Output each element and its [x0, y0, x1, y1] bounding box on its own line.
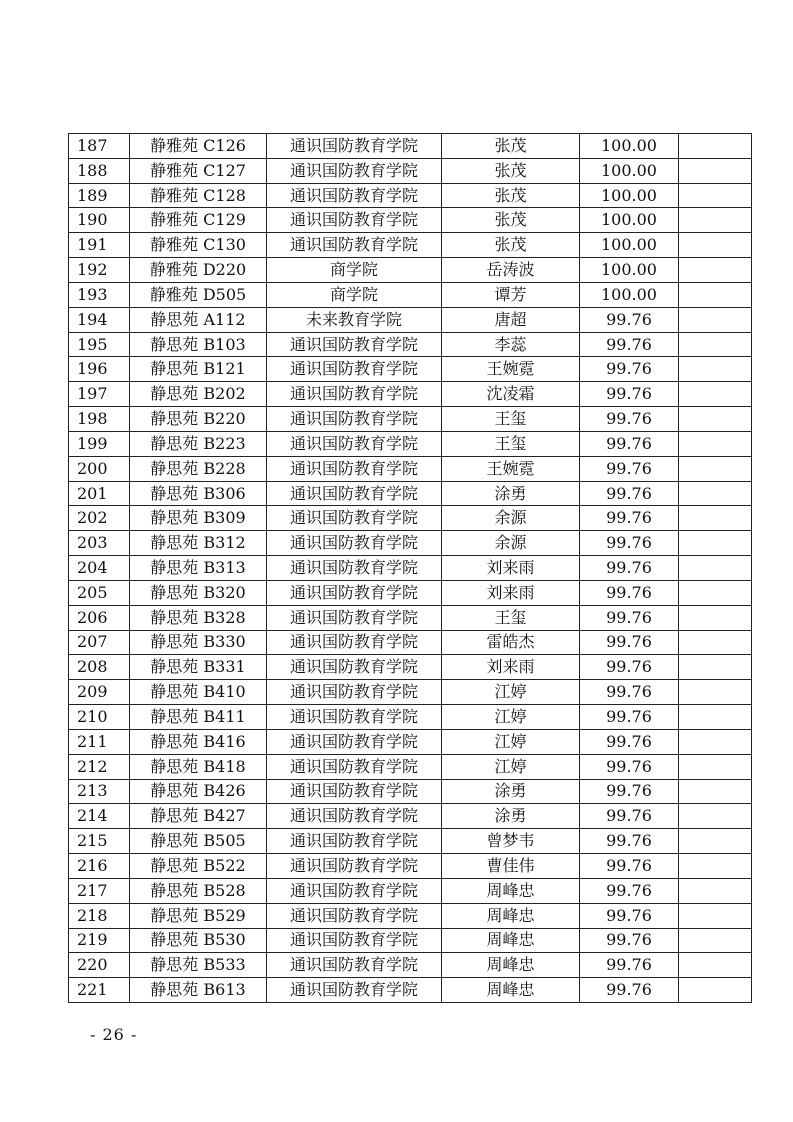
room-cell: 静思苑 B312: [130, 531, 267, 556]
score-cell: 99.76: [580, 407, 679, 432]
table-row: [69, 183, 752, 208]
room-cell: 静思苑 B522: [130, 854, 267, 879]
row-number-cell: 190: [69, 208, 130, 233]
room-cell: 静雅苑 C126: [130, 134, 267, 159]
note-cell: [679, 282, 752, 307]
row-number-cell: 204: [69, 556, 130, 581]
table-row: [69, 531, 752, 556]
score-cell: 99.76: [580, 903, 679, 928]
score-cell: 99.76: [580, 754, 679, 779]
table-row: [69, 754, 752, 779]
table-row: [69, 829, 752, 854]
note-cell: [679, 481, 752, 506]
room-cell: 静雅苑 C129: [130, 208, 267, 233]
person-cell: 张茂: [442, 208, 580, 233]
person-cell: 涂勇: [442, 481, 580, 506]
room-cell: 静思苑 B411: [130, 705, 267, 730]
college-cell: 通识国防教育学院: [267, 456, 442, 481]
person-cell: 江婷: [442, 754, 580, 779]
note-cell: [679, 531, 752, 556]
person-cell: 涂勇: [442, 779, 580, 804]
row-number-cell: 201: [69, 481, 130, 506]
score-cell: 100.00: [580, 183, 679, 208]
room-cell: 静思苑 B306: [130, 481, 267, 506]
college-cell: 通识国防教育学院: [267, 407, 442, 432]
note-cell: [679, 407, 752, 432]
person-cell: 周峰忠: [442, 978, 580, 1003]
row-number-cell: 219: [69, 928, 130, 953]
person-cell: 周峰忠: [442, 953, 580, 978]
score-cell: 99.76: [580, 804, 679, 829]
note-cell: [679, 183, 752, 208]
person-cell: 江婷: [442, 705, 580, 730]
room-cell: 静思苑 B330: [130, 630, 267, 655]
score-cell: 100.00: [580, 282, 679, 307]
row-number-cell: 213: [69, 779, 130, 804]
table-row: [69, 804, 752, 829]
row-number-cell: 217: [69, 878, 130, 903]
score-cell: 99.76: [580, 307, 679, 332]
score-cell: 99.76: [580, 506, 679, 531]
room-cell: 静思苑 B426: [130, 779, 267, 804]
person-cell: 王玺: [442, 605, 580, 630]
person-cell: 刘来雨: [442, 580, 580, 605]
note-cell: [679, 953, 752, 978]
room-cell: 静思苑 B313: [130, 556, 267, 581]
note-cell: [679, 258, 752, 283]
room-cell: 静雅苑 D220: [130, 258, 267, 283]
table-row: [69, 332, 752, 357]
college-cell: 通识国防教育学院: [267, 680, 442, 705]
page-number: - 26 -: [90, 1025, 138, 1044]
person-cell: 王婉霓: [442, 456, 580, 481]
note-cell: [679, 158, 752, 183]
person-cell: 周峰忠: [442, 878, 580, 903]
person-cell: 曾梦韦: [442, 829, 580, 854]
room-cell: 静思苑 B121: [130, 357, 267, 382]
college-cell: 通识国防教育学院: [267, 431, 442, 456]
row-number-cell: 197: [69, 382, 130, 407]
note-cell: [679, 779, 752, 804]
table-body: [69, 134, 752, 1003]
person-cell: 岳涛波: [442, 258, 580, 283]
person-cell: 雷皓杰: [442, 630, 580, 655]
room-cell: 静思苑 B427: [130, 804, 267, 829]
note-cell: [679, 705, 752, 730]
score-cell: 99.76: [580, 332, 679, 357]
room-cell: 静思苑 A112: [130, 307, 267, 332]
note-cell: [679, 134, 752, 159]
note-cell: [679, 804, 752, 829]
college-cell: 通识国防教育学院: [267, 158, 442, 183]
person-cell: 张茂: [442, 183, 580, 208]
college-cell: 通识国防教育学院: [267, 953, 442, 978]
score-cell: 99.76: [580, 481, 679, 506]
row-number-cell: 218: [69, 903, 130, 928]
room-cell: 静雅苑 C128: [130, 183, 267, 208]
college-cell: 未来教育学院: [267, 307, 442, 332]
row-number-cell: 211: [69, 729, 130, 754]
college-cell: 通识国防教育学院: [267, 382, 442, 407]
score-cell: 99.76: [580, 556, 679, 581]
row-number-cell: 188: [69, 158, 130, 183]
college-cell: 通识国防教育学院: [267, 605, 442, 630]
row-number-cell: 221: [69, 978, 130, 1003]
person-cell: 余源: [442, 531, 580, 556]
college-cell: 商学院: [267, 282, 442, 307]
table-row: [69, 779, 752, 804]
college-cell: 通识国防教育学院: [267, 779, 442, 804]
row-number-cell: 189: [69, 183, 130, 208]
score-cell: 99.76: [580, 357, 679, 382]
room-cell: 静思苑 B410: [130, 680, 267, 705]
table-row: [69, 878, 752, 903]
person-cell: 江婷: [442, 729, 580, 754]
row-number-cell: 215: [69, 829, 130, 854]
score-cell: 99.76: [580, 605, 679, 630]
row-number-cell: 207: [69, 630, 130, 655]
college-cell: 通识国防教育学院: [267, 829, 442, 854]
score-cell: 100.00: [580, 258, 679, 283]
room-cell: 静思苑 B202: [130, 382, 267, 407]
person-cell: 余源: [442, 506, 580, 531]
college-cell: 通识国防教育学院: [267, 481, 442, 506]
room-cell: 静思苑 B309: [130, 506, 267, 531]
score-cell: 99.76: [580, 382, 679, 407]
table-row: [69, 729, 752, 754]
college-cell: 通识国防教育学院: [267, 754, 442, 779]
college-cell: 通识国防教育学院: [267, 208, 442, 233]
college-cell: 通识国防教育学院: [267, 928, 442, 953]
person-cell: 周峰忠: [442, 928, 580, 953]
table-row: [69, 953, 752, 978]
college-cell: 通识国防教育学院: [267, 978, 442, 1003]
note-cell: [679, 854, 752, 879]
score-cell: 99.76: [580, 580, 679, 605]
row-number-cell: 214: [69, 804, 130, 829]
row-number-cell: 195: [69, 332, 130, 357]
table-row: [69, 506, 752, 531]
row-number-cell: 220: [69, 953, 130, 978]
note-cell: [679, 208, 752, 233]
table-row: [69, 605, 752, 630]
note-cell: [679, 431, 752, 456]
table-row: [69, 456, 752, 481]
table-row: [69, 556, 752, 581]
score-cell: 99.76: [580, 655, 679, 680]
note-cell: [679, 580, 752, 605]
note-cell: [679, 456, 752, 481]
person-cell: 张茂: [442, 158, 580, 183]
score-cell: 99.76: [580, 431, 679, 456]
note-cell: [679, 332, 752, 357]
note-cell: [679, 605, 752, 630]
room-cell: 静思苑 B328: [130, 605, 267, 630]
row-number-cell: 209: [69, 680, 130, 705]
row-number-cell: 193: [69, 282, 130, 307]
note-cell: [679, 233, 752, 258]
row-number-cell: 194: [69, 307, 130, 332]
room-cell: 静思苑 B533: [130, 953, 267, 978]
note-cell: [679, 556, 752, 581]
person-cell: 沈凌霜: [442, 382, 580, 407]
person-cell: 涂勇: [442, 804, 580, 829]
person-cell: 曹佳伟: [442, 854, 580, 879]
row-number-cell: 200: [69, 456, 130, 481]
table-row: [69, 431, 752, 456]
row-number-cell: 196: [69, 357, 130, 382]
table-row: [69, 928, 752, 953]
note-cell: [679, 357, 752, 382]
person-cell: 王婉霓: [442, 357, 580, 382]
score-cell: 99.76: [580, 456, 679, 481]
score-cell: 99.76: [580, 680, 679, 705]
person-cell: 刘来雨: [442, 556, 580, 581]
score-cell: 99.76: [580, 630, 679, 655]
room-cell: 静思苑 B220: [130, 407, 267, 432]
note-cell: [679, 655, 752, 680]
row-number-cell: 191: [69, 233, 130, 258]
college-cell: 通识国防教育学院: [267, 655, 442, 680]
score-cell: 99.76: [580, 705, 679, 730]
college-cell: 通识国防教育学院: [267, 729, 442, 754]
person-cell: 张茂: [442, 233, 580, 258]
room-cell: 静思苑 B331: [130, 655, 267, 680]
table-row: [69, 481, 752, 506]
table-row: [69, 630, 752, 655]
table-row: [69, 903, 752, 928]
room-cell: 静思苑 B320: [130, 580, 267, 605]
table-row: [69, 357, 752, 382]
person-cell: 周峰忠: [442, 903, 580, 928]
person-cell: 王玺: [442, 431, 580, 456]
score-cell: 100.00: [580, 208, 679, 233]
score-cell: 99.76: [580, 829, 679, 854]
score-cell: 99.76: [580, 531, 679, 556]
note-cell: [679, 506, 752, 531]
table-row: [69, 680, 752, 705]
room-cell: 静雅苑 C130: [130, 233, 267, 258]
score-cell: 99.76: [580, 854, 679, 879]
note-cell: [679, 729, 752, 754]
table-row: [69, 158, 752, 183]
score-cell: 99.76: [580, 978, 679, 1003]
person-cell: 谭芳: [442, 282, 580, 307]
score-cell: 99.76: [580, 953, 679, 978]
row-number-cell: 205: [69, 580, 130, 605]
table-row: [69, 233, 752, 258]
row-number-cell: 216: [69, 854, 130, 879]
score-cell: 99.76: [580, 729, 679, 754]
college-cell: 通识国防教育学院: [267, 630, 442, 655]
score-cell: 99.76: [580, 928, 679, 953]
college-cell: 通识国防教育学院: [267, 183, 442, 208]
note-cell: [679, 307, 752, 332]
person-cell: 刘来雨: [442, 655, 580, 680]
room-cell: 静思苑 B416: [130, 729, 267, 754]
score-cell: 100.00: [580, 134, 679, 159]
college-cell: 通识国防教育学院: [267, 357, 442, 382]
room-cell: 静思苑 B103: [130, 332, 267, 357]
college-cell: 通识国防教育学院: [267, 134, 442, 159]
note-cell: [679, 978, 752, 1003]
table-row: [69, 655, 752, 680]
college-cell: 通识国防教育学院: [267, 705, 442, 730]
row-number-cell: 192: [69, 258, 130, 283]
room-cell: 静思苑 B613: [130, 978, 267, 1003]
room-cell: 静思苑 B505: [130, 829, 267, 854]
college-cell: 通识国防教育学院: [267, 580, 442, 605]
score-cell: 99.76: [580, 878, 679, 903]
room-cell: 静思苑 B528: [130, 878, 267, 903]
note-cell: [679, 680, 752, 705]
college-cell: 通识国防教育学院: [267, 854, 442, 879]
room-cell: 静思苑 B223: [130, 431, 267, 456]
table-row: [69, 282, 752, 307]
table-row: [69, 407, 752, 432]
table-row: [69, 705, 752, 730]
dormitory-score-table: [68, 133, 752, 1003]
note-cell: [679, 630, 752, 655]
row-number-cell: 210: [69, 705, 130, 730]
college-cell: 通识国防教育学院: [267, 878, 442, 903]
table-row: [69, 208, 752, 233]
note-cell: [679, 829, 752, 854]
table-row: [69, 978, 752, 1003]
room-cell: 静雅苑 D505: [130, 282, 267, 307]
note-cell: [679, 382, 752, 407]
college-cell: 通识国防教育学院: [267, 506, 442, 531]
row-number-cell: 202: [69, 506, 130, 531]
row-number-cell: 199: [69, 431, 130, 456]
person-cell: 李蕊: [442, 332, 580, 357]
room-cell: 静思苑 B228: [130, 456, 267, 481]
college-cell: 通识国防教育学院: [267, 556, 442, 581]
table-row: [69, 580, 752, 605]
note-cell: [679, 928, 752, 953]
college-cell: 商学院: [267, 258, 442, 283]
table-row: [69, 307, 752, 332]
person-cell: 张茂: [442, 134, 580, 159]
row-number-cell: 198: [69, 407, 130, 432]
person-cell: 王玺: [442, 407, 580, 432]
room-cell: 静思苑 B418: [130, 754, 267, 779]
room-cell: 静雅苑 C127: [130, 158, 267, 183]
table-row: [69, 382, 752, 407]
table-row: [69, 854, 752, 879]
score-cell: 100.00: [580, 233, 679, 258]
table-row: [69, 134, 752, 159]
note-cell: [679, 878, 752, 903]
college-cell: 通识国防教育学院: [267, 531, 442, 556]
room-cell: 静思苑 B530: [130, 928, 267, 953]
college-cell: 通识国防教育学院: [267, 903, 442, 928]
score-cell: 100.00: [580, 158, 679, 183]
college-cell: 通识国防教育学院: [267, 804, 442, 829]
person-cell: 江婷: [442, 680, 580, 705]
row-number-cell: 208: [69, 655, 130, 680]
row-number-cell: 203: [69, 531, 130, 556]
row-number-cell: 187: [69, 134, 130, 159]
college-cell: 通识国防教育学院: [267, 233, 442, 258]
row-number-cell: 212: [69, 754, 130, 779]
table-row: [69, 258, 752, 283]
college-cell: 通识国防教育学院: [267, 332, 442, 357]
row-number-cell: 206: [69, 605, 130, 630]
note-cell: [679, 903, 752, 928]
room-cell: 静思苑 B529: [130, 903, 267, 928]
note-cell: [679, 754, 752, 779]
person-cell: 唐超: [442, 307, 580, 332]
score-cell: 99.76: [580, 779, 679, 804]
